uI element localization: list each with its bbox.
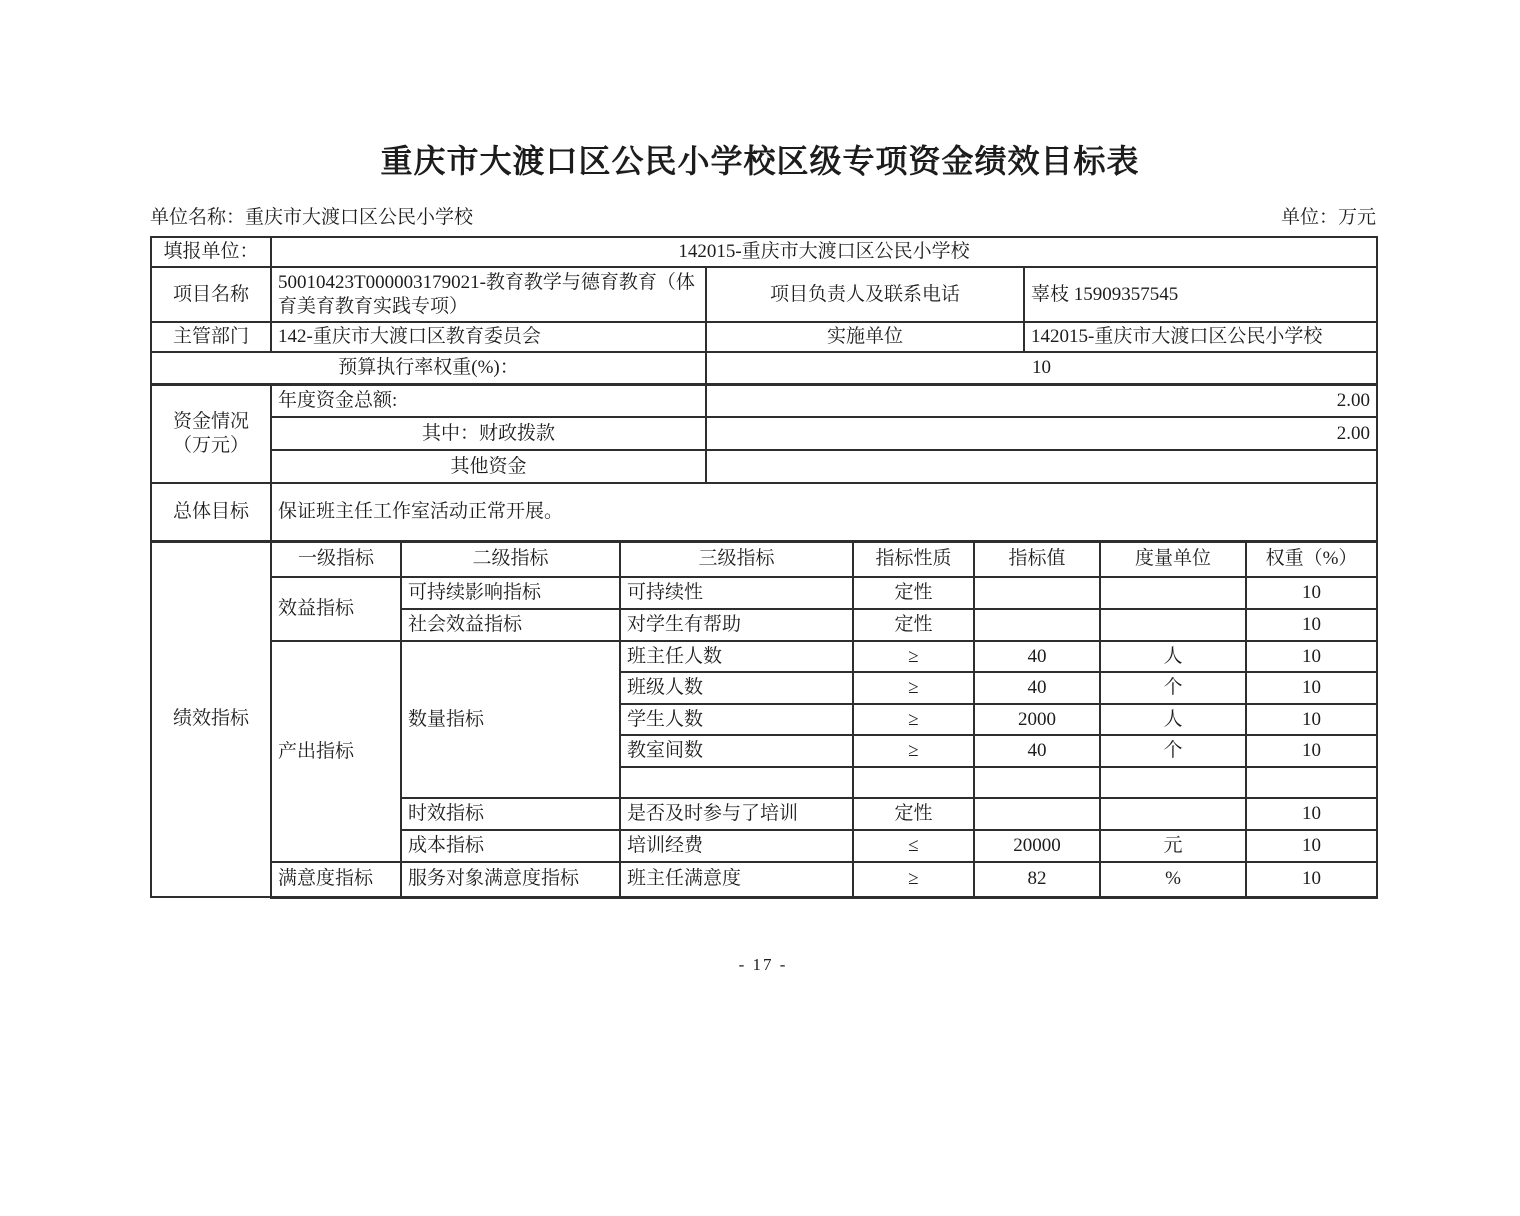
- meta-line: [150, 206, 1376, 230]
- cell-unit: 个: [1100, 672, 1246, 704]
- cell-nature: ≥: [853, 704, 974, 735]
- cell-budget-rate-label: 预算执行率权重(%)：: [151, 352, 706, 384]
- cell-unit: 人: [1100, 641, 1246, 672]
- cell-level3: 班级人数: [620, 672, 853, 704]
- cell-project-leader-label: 项目负责人及联系电话: [706, 267, 1024, 322]
- cell-unit: 人: [1100, 704, 1246, 735]
- cell-nature: ≤: [853, 830, 974, 862]
- cell-level1-output: 产出指标: [271, 641, 401, 862]
- cell-level3: 班主任人数: [620, 641, 853, 672]
- cell-funds-group-label: [151, 384, 271, 483]
- cell-unit: 元: [1100, 830, 1246, 862]
- cell-value: 82: [974, 862, 1100, 897]
- funds-group-line2: （万元）: [172, 434, 249, 456]
- cell-weight: 10: [1246, 798, 1377, 830]
- cell-overall-value: 保证班主任工作室活动正常开展。: [271, 483, 1377, 541]
- cell-funds-fiscal-label: 其中：财政拨款: [271, 417, 706, 450]
- cell-value: 2000: [974, 704, 1100, 735]
- cell-weight: 10: [1246, 830, 1377, 862]
- cell-level2-quantity: 数量指标: [401, 641, 620, 798]
- cell-weight: 10: [1246, 609, 1377, 641]
- unit-name-text: 单位名称：重庆市大渡口区公民小学校: [150, 207, 474, 228]
- cell-nature: ≥: [853, 672, 974, 704]
- cell-level2: 可持续影响指标: [401, 577, 620, 609]
- indicator-row: [151, 641, 1377, 672]
- cell-level2: 服务对象满意度指标: [401, 862, 620, 897]
- cell-value: 20000: [974, 830, 1100, 862]
- cell-level3: 可持续性: [620, 577, 853, 609]
- cell-filler-unit-label: 填报单位：: [151, 237, 271, 267]
- cell-level3: 教室间数: [620, 735, 853, 767]
- cell-weight: 10: [1246, 735, 1377, 767]
- cell-dept-value: 142-重庆市大渡口区教育委员会: [271, 322, 706, 352]
- header-weight: 权重（%）: [1246, 541, 1377, 577]
- cell-project-name-label: 项目名称: [151, 267, 271, 322]
- cell-weight: 10: [1246, 862, 1377, 897]
- cell-filler-unit-value: 142015-重庆市大渡口区公民小学校: [271, 237, 1377, 267]
- cell-weight: 10: [1246, 704, 1377, 735]
- cell-overall-label: 总体目标: [151, 483, 271, 541]
- row-indicator-header: [151, 541, 1377, 577]
- row-project-name: [151, 267, 1377, 322]
- header-level3: 三级指标: [620, 541, 853, 577]
- cell-indicator-group-label: 绩效指标: [151, 541, 271, 897]
- row-funds-total: [151, 384, 1377, 417]
- indicator-row: [151, 862, 1377, 897]
- cell-unit: [1100, 609, 1246, 641]
- cell-funds-total-label: 年度资金总额:: [271, 384, 706, 417]
- cell-nature: ≥: [853, 862, 974, 897]
- cell-level1-satisfaction: 满意度指标: [271, 862, 401, 897]
- cell-level3: 是否及时参与了培训: [620, 798, 853, 830]
- header-nature: 指标性质: [853, 541, 974, 577]
- page-number: - 17 -: [738, 954, 788, 974]
- cell-funds-total-value: 2.00: [706, 384, 1377, 417]
- header-unit: 度量单位: [1100, 541, 1246, 577]
- row-filler-unit: [151, 237, 1377, 267]
- cell-value: 40: [974, 735, 1100, 767]
- cell-nature: 定性: [853, 798, 974, 830]
- cell-nature: 定性: [853, 609, 974, 641]
- cell-nature: ≥: [853, 735, 974, 767]
- cell-impl-unit-label: 实施单位: [706, 322, 1024, 352]
- cell-funds-other-label: 其他资金: [271, 450, 706, 483]
- cell-level3: 对学生有帮助: [620, 609, 853, 641]
- cell-level3: [620, 767, 853, 798]
- document-sheet: [150, 206, 1376, 975]
- indicator-row: [151, 577, 1377, 609]
- funds-group-line1: 资金情况: [172, 410, 249, 432]
- cell-level2: 时效指标: [401, 798, 620, 830]
- cell-unit: [1100, 798, 1246, 830]
- cell-value: [974, 609, 1100, 641]
- unit-measure-text: 单位：万元: [1280, 207, 1376, 228]
- cell-budget-rate-value: 10: [706, 352, 1377, 384]
- row-budget-rate: [151, 352, 1377, 384]
- cell-unit: [1100, 767, 1246, 798]
- row-dept: [151, 322, 1377, 352]
- cell-level2: 成本指标: [401, 830, 620, 862]
- cell-level3: 班主任满意度: [620, 862, 853, 897]
- cell-funds-other-value: [706, 450, 1377, 483]
- cell-project-name-value: 50010423T000003179021-教育教学与德育教育（体育美育教育实践专项）: [271, 267, 706, 322]
- cell-value: 40: [974, 641, 1100, 672]
- cell-level3: 培训经费: [620, 830, 853, 862]
- cell-impl-unit-value: 142015-重庆市大渡口区公民小学校: [1024, 322, 1377, 352]
- cell-unit: [1100, 577, 1246, 609]
- cell-weight: 10: [1246, 641, 1377, 672]
- header-level2: 二级指标: [401, 541, 620, 577]
- row-overall-goal: [151, 483, 1377, 541]
- cell-level1-benefit: 效益指标: [271, 577, 401, 641]
- cell-nature: ≥: [853, 641, 974, 672]
- cell-funds-fiscal-value: 2.00: [706, 417, 1377, 450]
- cell-unit: 个: [1100, 735, 1246, 767]
- cell-unit: %: [1100, 862, 1246, 897]
- header-level1: 一级指标: [271, 541, 401, 577]
- cell-level3: 学生人数: [620, 704, 853, 735]
- row-funds-other: [151, 450, 1377, 483]
- header-value: 指标值: [974, 541, 1100, 577]
- cell-value: 40: [974, 672, 1100, 704]
- performance-target-table: [150, 236, 1378, 899]
- cell-value: [974, 577, 1100, 609]
- cell-weight: 10: [1246, 672, 1377, 704]
- cell-project-leader-value: 辜枝 15909357545: [1024, 267, 1377, 322]
- cell-weight: 10: [1246, 577, 1377, 609]
- row-funds-fiscal: [151, 417, 1377, 450]
- page-title: 重庆市大渡口区公民小学校区级专项资金绩效目标表: [380, 143, 1140, 179]
- cell-nature: 定性: [853, 577, 974, 609]
- cell-nature: [853, 767, 974, 798]
- cell-value: [974, 798, 1100, 830]
- cell-weight: [1246, 767, 1377, 798]
- cell-level2: 社会效益指标: [401, 609, 620, 641]
- cell-value: [974, 767, 1100, 798]
- cell-dept-label: 主管部门: [151, 322, 271, 352]
